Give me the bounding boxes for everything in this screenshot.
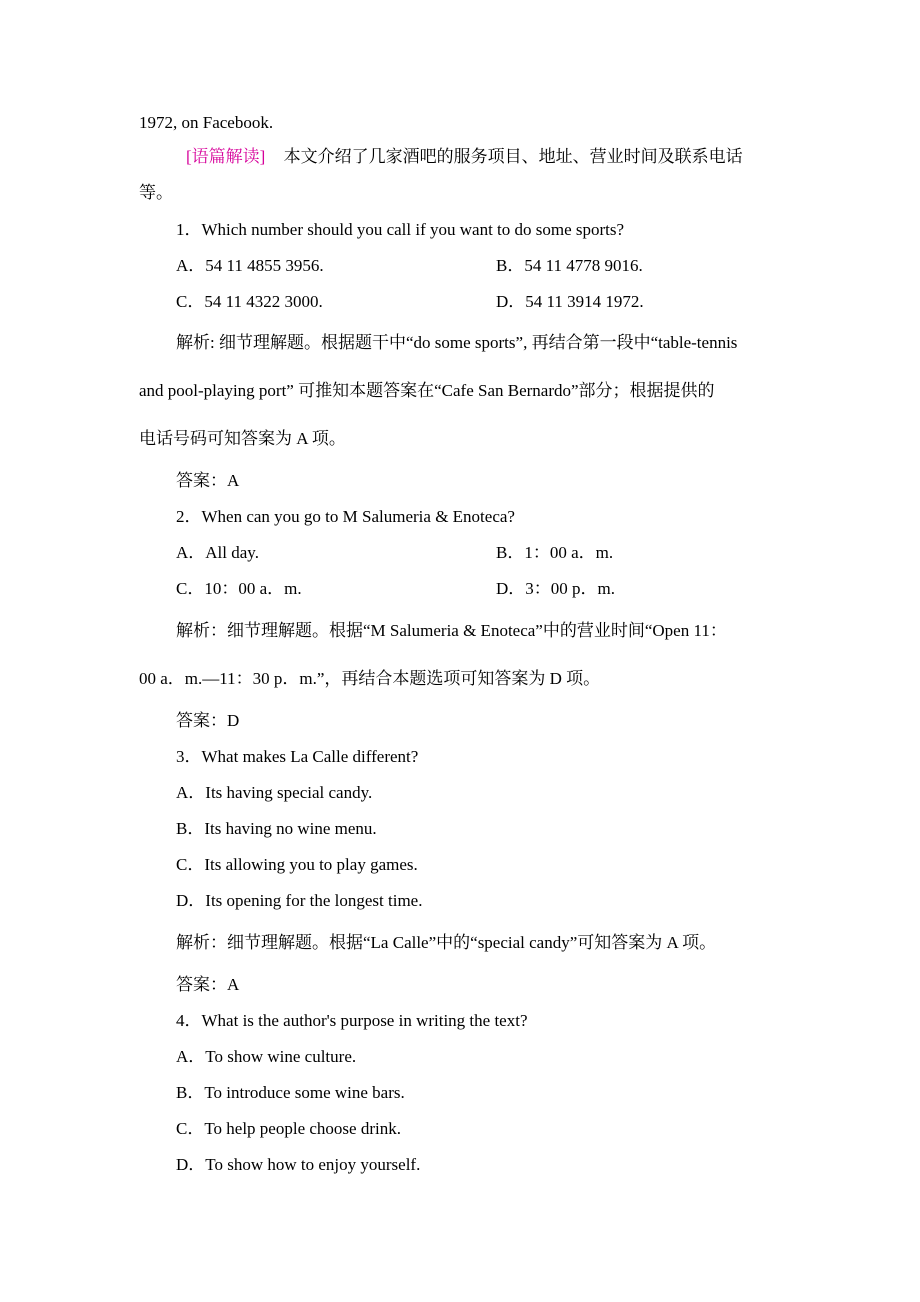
q1-question: 1．Which number should you call if you want to do some sports?	[176, 220, 625, 239]
q2-question: 2．When can you go to M Salumeria & Enoteca?	[176, 507, 515, 526]
q3-option-a: A．Its having special candy.	[176, 783, 373, 802]
q3-answer: 答案：A	[176, 975, 240, 994]
q3-analysis: 解析：细节理解题。根据“La Calle”中的“special candy”可知答案为 A 项。	[176, 933, 717, 952]
q2-option-d: D．3：00 p．m.	[496, 579, 615, 598]
q3-question: 3．What makes La Calle different?	[176, 747, 419, 766]
q2-answer: 答案：D	[176, 711, 240, 730]
q1-answer: 答案：A	[176, 471, 240, 490]
q4-option-c: C．To help people choose drink.	[176, 1119, 401, 1138]
q1-option-c: C．54 11 4322 3000.	[176, 292, 323, 311]
q1-analysis-line1: 解析: 细节理解题。根据题干中“do some sports”, 再结合第一段中“table-tennis	[176, 333, 738, 352]
q3-option-d: D．Its opening for the longest time.	[176, 891, 423, 910]
q2-option-a: A．All day.	[176, 543, 259, 562]
q1-analysis-line2: and pool-playing port” 可推知本题答案在“Cafe San Bernardo”部分；根据提供的	[139, 381, 715, 400]
q1-option-d: D．54 11 3914 1972.	[496, 292, 644, 311]
q4-option-d: D．To show how to enjoy yourself.	[176, 1155, 421, 1174]
q2-analysis-line1: 解析：细节理解题。根据“M Salumeria & Enoteca”中的营业时间“Open 11：	[176, 621, 727, 640]
intro-summary-line1: 本文介绍了几家酒吧的服务项目、地址、营业时间及联系电话	[283, 147, 743, 166]
q3-option-b: B．Its having no wine menu.	[176, 819, 377, 838]
passage-tag: [语篇解读]	[186, 147, 266, 166]
q3-option-c: C．Its allowing you to play games.	[176, 855, 418, 874]
intro-summary	[186, 146, 743, 168]
q4-question: 4．What is the author's purpose in writing the text?	[176, 1011, 528, 1030]
q1-option-b: B．54 11 4778 9016.	[496, 256, 643, 275]
q4-option-b: B．To introduce some wine bars.	[176, 1083, 405, 1102]
q1-analysis-line3: 电话号码可知答案为 A 项。	[139, 429, 346, 448]
q2-option-c: C．10：00 a．m.	[176, 579, 302, 598]
intro-summary-line2: 等。	[139, 183, 173, 202]
q4-option-a: A．To show wine culture.	[176, 1047, 357, 1066]
q2-analysis-line2: 00 a．m.—11：30 p．m.”，再结合本题选项可知答案为 D 项。	[139, 669, 601, 688]
intro-continuation: 1972, on Facebook.	[139, 113, 274, 132]
q2-option-b: B．1：00 a．m.	[496, 543, 614, 562]
q1-option-a: A．54 11 4855 3956.	[176, 256, 324, 275]
